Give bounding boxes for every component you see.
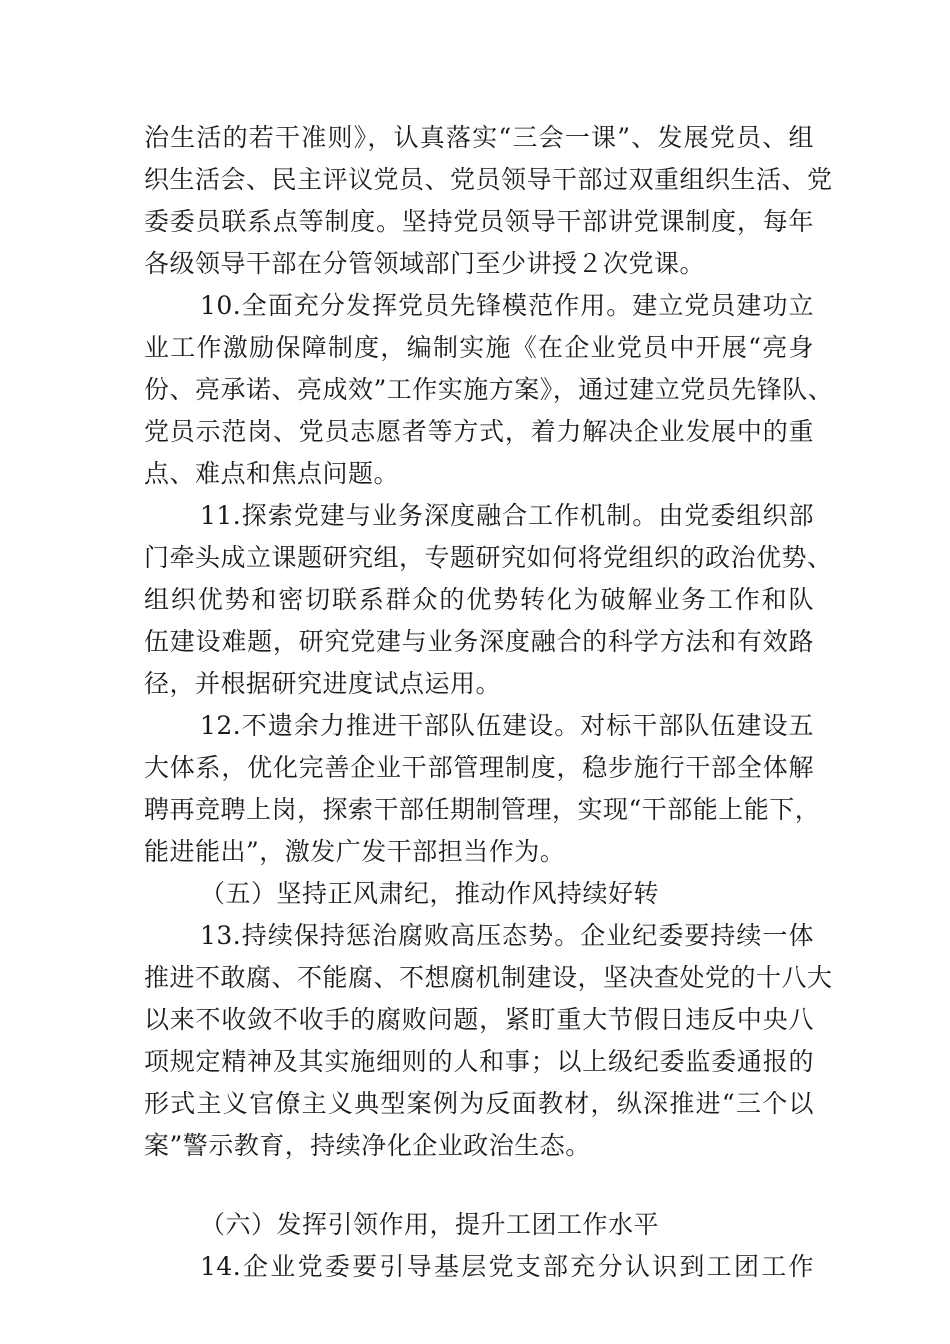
- body-text-line: 项规定精神及其实施细则的人和事；以上级纪委监委通报的: [144, 1047, 814, 1076]
- body-text-line: 门牵头成立课题研究组，专题研究如何将党组织的政治优势、: [144, 543, 833, 572]
- body-text-line: 推进不敢腐、不能腐、不想腐机制建设，坚决查处党的十八大: [144, 963, 833, 992]
- body-text-line: 业工作激励保障制度，编制实施《在企业党员中开展“亮身: [144, 333, 814, 362]
- paragraph-item-11: 11.探索党建与业务深度融合工作机制。由党委组织部: [200, 501, 814, 530]
- body-text-line: 形式主义官僚主义典型案例为反面教材，纵深推进“三个以: [144, 1089, 814, 1118]
- paragraph-item-14: 14.企业党委要引导基层党支部充分认识到工团工作: [200, 1252, 814, 1281]
- body-text-line: 大体系，优化完善企业干部管理制度，稳步施行干部全体解: [144, 753, 814, 782]
- paragraph-item-13: 13.持续保持惩治腐败高压态势。企业纪委要持续一体: [200, 921, 814, 950]
- section-heading-6: （六）发挥引领作用，提升工团工作水平: [200, 1210, 660, 1239]
- body-text-line: 党员示范岗、党员志愿者等方式，着力解决企业发展中的重: [144, 417, 814, 446]
- body-text-line: 能进能出”，激发广发干部担当作为。: [144, 837, 566, 866]
- paragraph-item-10: 10.全面充分发挥党员先锋模范作用。建立党员建功立: [200, 291, 814, 320]
- body-text-line: 各级领导干部在分管领域部门至少讲授２次党课。: [144, 249, 706, 278]
- body-text-line: 委委员联系点等制度。坚持党员领导干部讲党课制度，每年: [144, 207, 814, 236]
- body-text-line: 聘再竞聘上岗，探索干部任期制管理，实现“干部能上能下，: [144, 795, 821, 824]
- body-text-line: 径，并根据研究进度试点运用。: [144, 669, 502, 698]
- section-heading-5: （五）坚持正风肃纪，推动作风持续好转: [200, 879, 660, 908]
- body-text-line: 治生活的若干准则》，认真落实“三会一课”、发展党员、组: [144, 123, 814, 152]
- body-text-line: 组织优势和密切联系群众的优势转化为破解业务工作和队: [144, 585, 814, 614]
- body-text-line: 织生活会、民主评议党员、党员领导干部过双重组织生活、党: [144, 165, 833, 194]
- paragraph-item-12: 12.不遗余力推进干部队伍建设。对标干部队伍建设五: [200, 711, 814, 740]
- body-text-line: 份、亮承诺、亮成效”工作实施方案》，通过建立党员先锋队、: [144, 375, 834, 404]
- body-text-line: 以来不收敛不收手的腐败问题，紧盯重大节假日违反中央八: [144, 1005, 814, 1034]
- body-text-line: 伍建设难题，研究党建与业务深度融合的科学方法和有效路: [144, 627, 814, 656]
- body-text-line: 案”警示教育，持续净化企业政治生态。: [144, 1131, 591, 1160]
- body-text-line: 点、难点和焦点问题。: [144, 459, 400, 488]
